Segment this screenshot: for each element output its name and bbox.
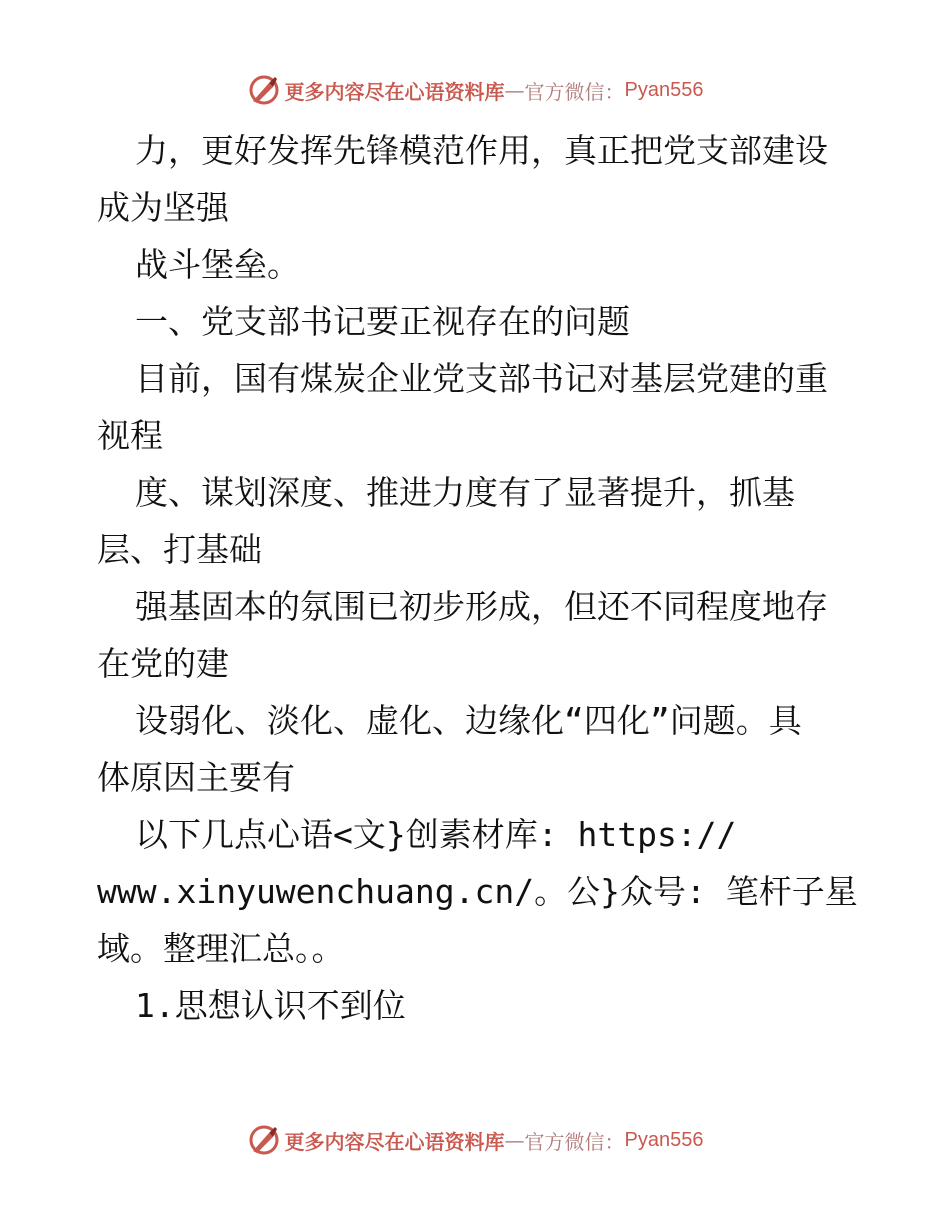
text-line: 以下几点心语<文}创素材库: https:// — [135, 815, 737, 854]
banner-main-text: 更多内容尽在心语资料库 — [284, 1129, 505, 1154]
banner-wechat-id: Pyan556 — [624, 78, 704, 101]
header-banner — [0, 70, 950, 110]
banner-wechat-id: Pyan556 — [624, 1128, 704, 1151]
text-line: 度、谋划深度、推进力度有了显著提升，抓基 — [135, 473, 795, 512]
text-line: 视程 — [97, 416, 163, 455]
subsection-heading: 1.思想认识不到位 — [135, 986, 406, 1025]
text-line: 在党的建 — [97, 644, 229, 683]
text-line: 成为坚强 — [97, 188, 229, 227]
section-heading: 一、党支部书记要正视存在的问题 — [135, 302, 630, 341]
banner-dash: — — [504, 78, 525, 102]
document-body — [97, 122, 857, 1034]
text-line: 设弱化、淡化、虚化、边缘化“四化”问题。具 — [135, 701, 802, 740]
text-line: 力，更好发挥先锋模范作用，真正把党支部建设 — [135, 131, 828, 170]
pen-logo-icon — [247, 1123, 281, 1157]
text-line: 强基固本的氛围已初步形成，但还不同程度地存 — [135, 587, 828, 626]
footer-banner — [0, 1120, 950, 1160]
banner-sub-text: 官方微信： — [524, 1129, 625, 1154]
banner-sub-text: 官方微信： — [524, 79, 625, 104]
banner-dash: — — [504, 1128, 525, 1152]
text-line: 层、打基础 — [97, 530, 262, 569]
banner-main-text: 更多内容尽在心语资料库 — [284, 79, 505, 104]
text-line: 战斗堡垒。 — [135, 245, 300, 284]
text-line: 目前，国有煤炭企业党支部书记对基层党建的重 — [135, 359, 828, 398]
pen-logo-icon — [247, 73, 281, 107]
text-line: www.xinyuwenchuang.cn/。公}众号: 笔杆子星 — [97, 872, 858, 911]
text-line: 体原因主要有 — [97, 758, 295, 797]
text-line: 域。整理汇总。。 — [97, 929, 345, 968]
